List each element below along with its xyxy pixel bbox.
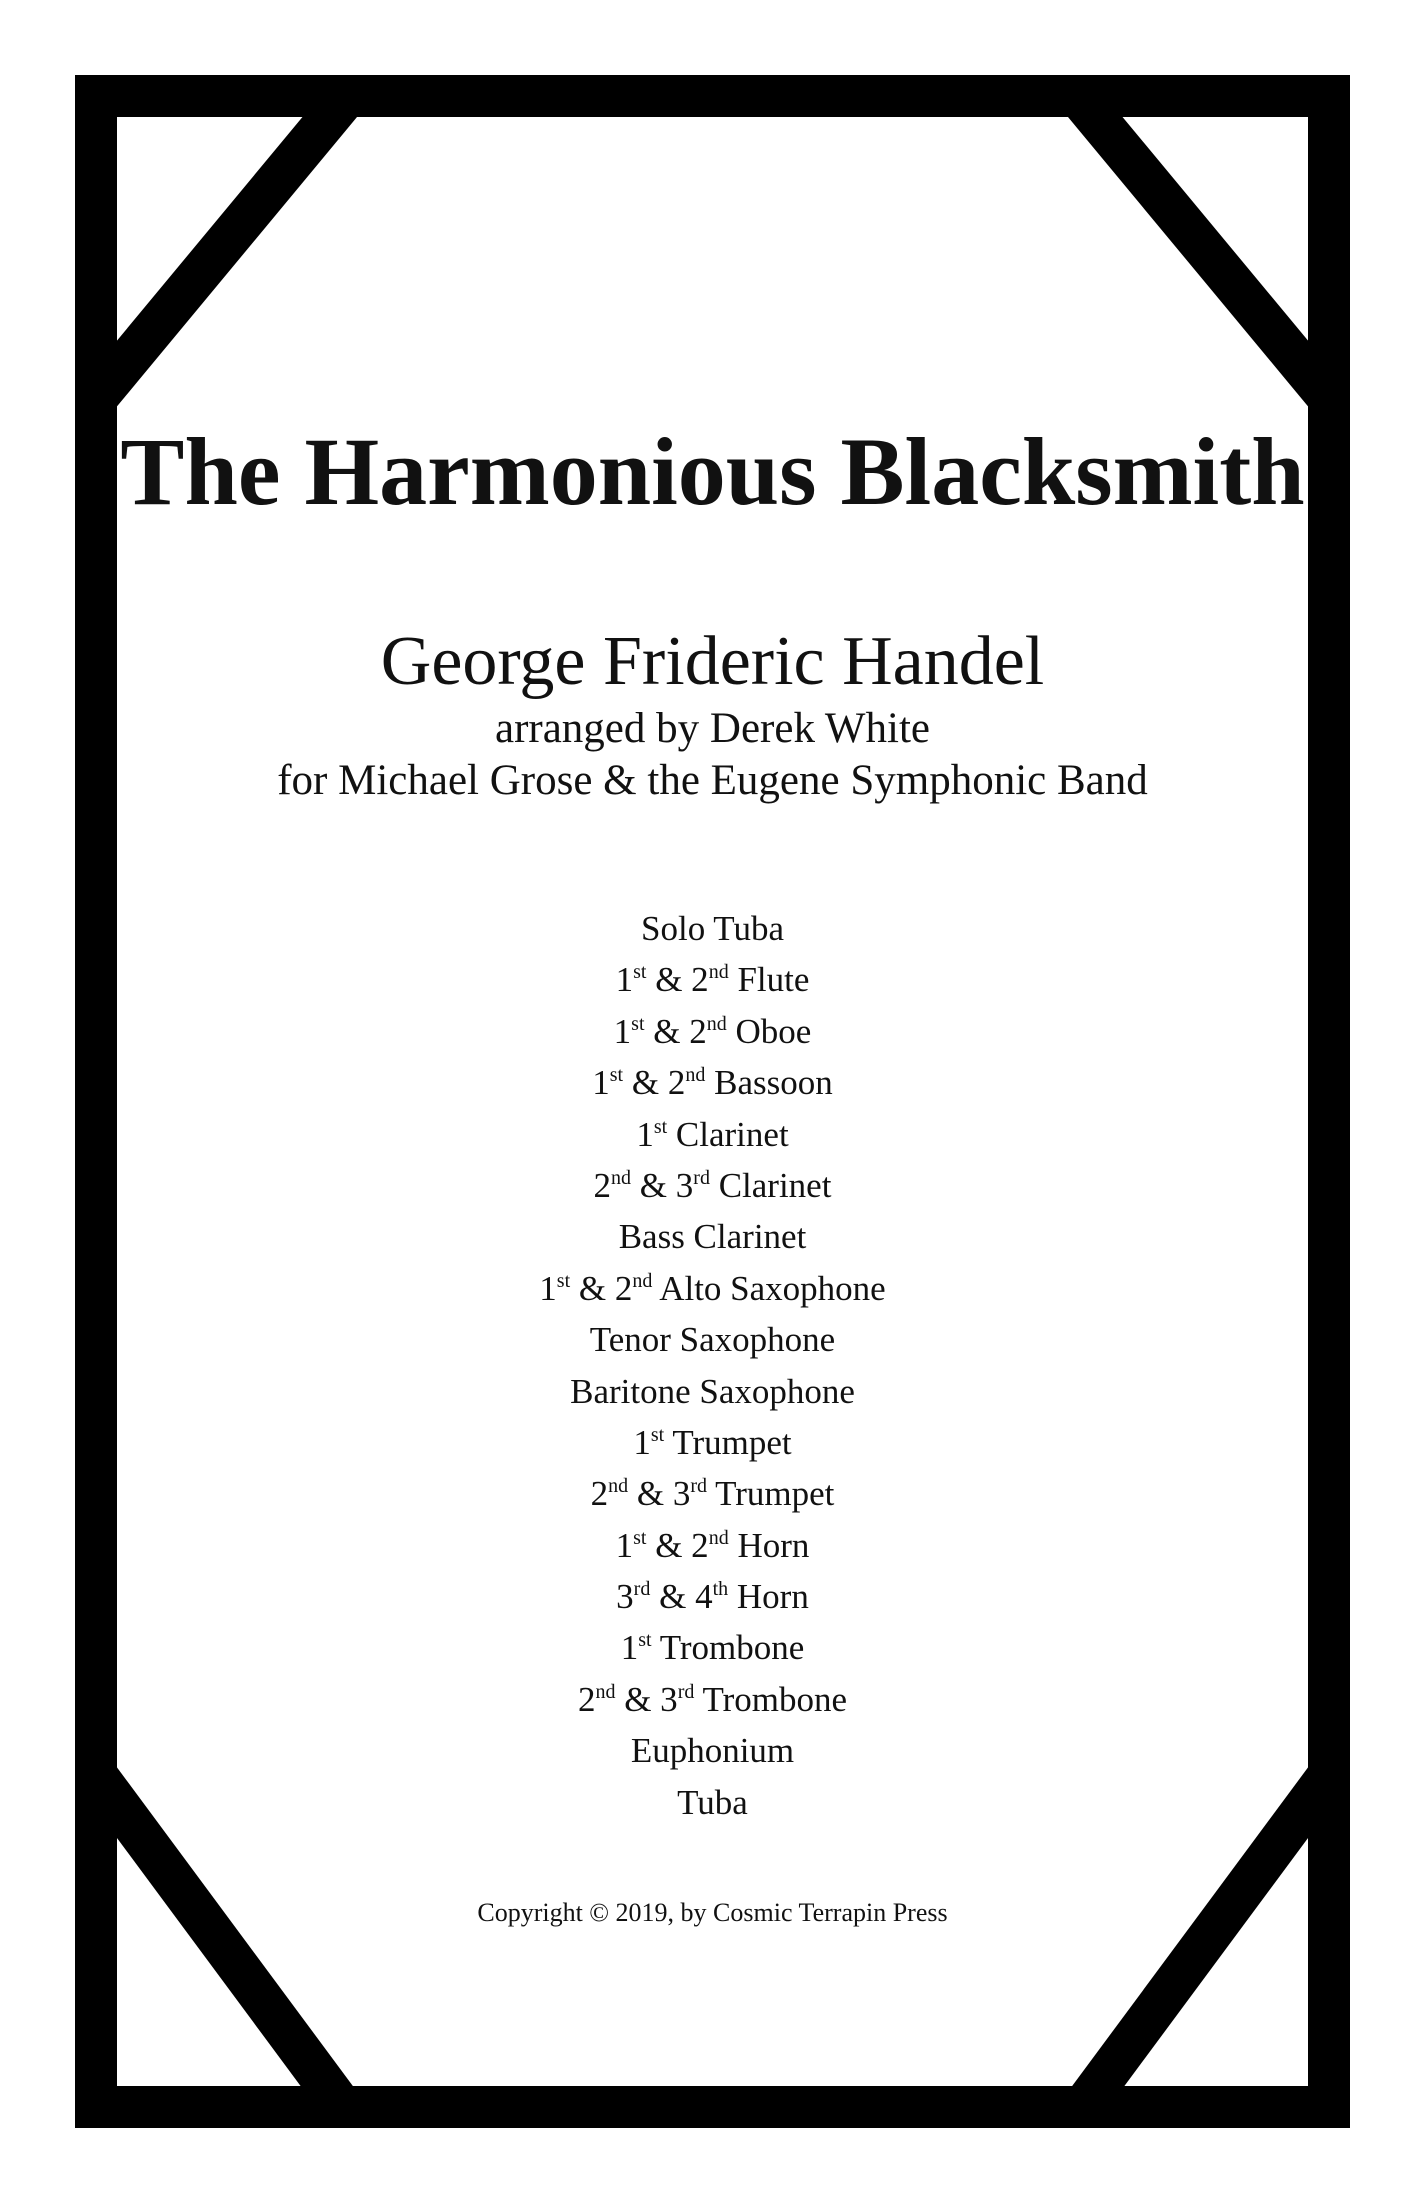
instrument-part bbox=[0, 903, 1425, 954]
dedication: for Michael Grose & the Eugene Symphonic Band bbox=[277, 757, 1148, 804]
copyright-notice: Copyright © 2019, by Cosmic Terrapin Press bbox=[477, 1898, 948, 1927]
instrument-text: Clarinet bbox=[667, 1114, 789, 1154]
instrument-part bbox=[0, 1725, 1425, 1776]
instrument-text: 1 bbox=[615, 1525, 634, 1565]
instrument-text: 1 bbox=[633, 1422, 651, 1462]
instrument-text: & 4 bbox=[650, 1577, 713, 1617]
instrument-text: & 2 bbox=[570, 1268, 633, 1308]
ordinal-suffix: st bbox=[609, 1064, 624, 1087]
instrument-text: Trombone bbox=[694, 1679, 848, 1719]
instrument-text: 1 bbox=[592, 1063, 610, 1103]
ordinal-suffix: th bbox=[712, 1578, 729, 1601]
instrument-text: Trombone bbox=[651, 1628, 805, 1668]
instrument-text: & 2 bbox=[646, 1525, 709, 1565]
instrument-text: Oboe bbox=[726, 1011, 812, 1051]
page-title: The Harmonious Blacksmith bbox=[120, 418, 1305, 525]
ordinal-suffix: st bbox=[638, 1629, 652, 1652]
instrument-text: Tenor Saxophone bbox=[589, 1320, 836, 1360]
ordinal-suffix: nd bbox=[708, 1526, 729, 1549]
instrumentation-list bbox=[0, 903, 1425, 1828]
ordinal-suffix: rd bbox=[693, 1166, 710, 1189]
instrument-part bbox=[0, 1057, 1425, 1108]
ordinal-suffix: nd bbox=[708, 961, 729, 984]
ordinal-suffix: nd bbox=[611, 1166, 632, 1189]
ordinal-suffix: nd bbox=[685, 1064, 706, 1087]
ordinal-suffix: nd bbox=[595, 1680, 616, 1703]
instrument-text: Solo Tuba bbox=[641, 909, 784, 948]
arranger-credit: arranged by Derek White bbox=[495, 705, 930, 752]
instrument-text: 1 bbox=[620, 1628, 639, 1668]
instrument-part bbox=[0, 1314, 1425, 1365]
instrument-text: 2 bbox=[577, 1679, 596, 1719]
instrument-text: Euphonium bbox=[630, 1731, 795, 1771]
ordinal-suffix: nd bbox=[706, 1012, 727, 1035]
ordinal-suffix: rd bbox=[677, 1680, 695, 1703]
composer-name: George Frideric Handel bbox=[380, 623, 1045, 700]
instrument-text: Trumpet bbox=[707, 1474, 835, 1514]
ordinal-suffix: st bbox=[633, 961, 647, 984]
ordinal-suffix: nd bbox=[608, 1475, 629, 1498]
instrument-text: 1 bbox=[539, 1268, 557, 1308]
instrument-text: Alto Saxophone bbox=[652, 1268, 886, 1308]
instrument-part bbox=[0, 1674, 1425, 1725]
ordinal-suffix: st bbox=[650, 1423, 665, 1446]
instrument-part bbox=[0, 1520, 1425, 1571]
ordinal-suffix: rd bbox=[633, 1578, 651, 1601]
instrument-text: 3 bbox=[616, 1577, 634, 1617]
instrument-part bbox=[0, 1263, 1425, 1314]
instrument-text: & 2 bbox=[644, 1011, 707, 1051]
instrument-part bbox=[0, 1571, 1425, 1622]
instrument-text: Horn bbox=[728, 1577, 809, 1617]
instrument-text: & 2 bbox=[646, 960, 709, 1000]
ordinal-suffix: st bbox=[633, 1526, 647, 1549]
instrument-text: & 3 bbox=[631, 1165, 694, 1205]
instrument-part bbox=[0, 1417, 1425, 1468]
instrument-text: 1 bbox=[615, 960, 634, 1000]
instrument-part bbox=[0, 1777, 1425, 1828]
instrument-text: 2 bbox=[593, 1165, 612, 1205]
instrument-part bbox=[0, 1622, 1425, 1673]
corner-top-right bbox=[1077, 95, 1330, 400]
instrument-text: Bass Clarinet bbox=[618, 1217, 807, 1257]
ordinal-suffix: st bbox=[653, 1115, 668, 1138]
instrument-part bbox=[0, 954, 1425, 1005]
ordinal-suffix: nd bbox=[632, 1269, 653, 1292]
instrument-part bbox=[0, 1366, 1425, 1417]
instrument-text: & 2 bbox=[623, 1063, 686, 1103]
instrument-text: Flute bbox=[728, 960, 810, 1000]
instrument-text: 1 bbox=[636, 1114, 654, 1154]
instrument-text: Tuba bbox=[677, 1782, 748, 1822]
instrument-text: 2 bbox=[590, 1474, 609, 1514]
ordinal-suffix: st bbox=[556, 1269, 571, 1292]
instrument-text: 1 bbox=[613, 1011, 632, 1051]
instrument-part bbox=[0, 1160, 1425, 1211]
instrument-text: & 3 bbox=[628, 1474, 691, 1514]
instrument-text: Baritone Saxophone bbox=[570, 1371, 855, 1411]
instrument-text: Trumpet bbox=[664, 1422, 792, 1462]
instrument-text: Horn bbox=[728, 1525, 810, 1565]
instrument-part bbox=[0, 1109, 1425, 1160]
instrument-part bbox=[0, 1211, 1425, 1262]
corner-top-left bbox=[95, 95, 348, 400]
instrument-part bbox=[0, 1468, 1425, 1519]
instrument-text: Clarinet bbox=[709, 1165, 832, 1205]
ordinal-suffix: st bbox=[631, 1012, 645, 1035]
instrument-text: Bassoon bbox=[705, 1063, 833, 1103]
instrument-part bbox=[0, 1006, 1425, 1057]
instrument-text: & 3 bbox=[615, 1679, 678, 1719]
ordinal-suffix: rd bbox=[690, 1475, 707, 1498]
